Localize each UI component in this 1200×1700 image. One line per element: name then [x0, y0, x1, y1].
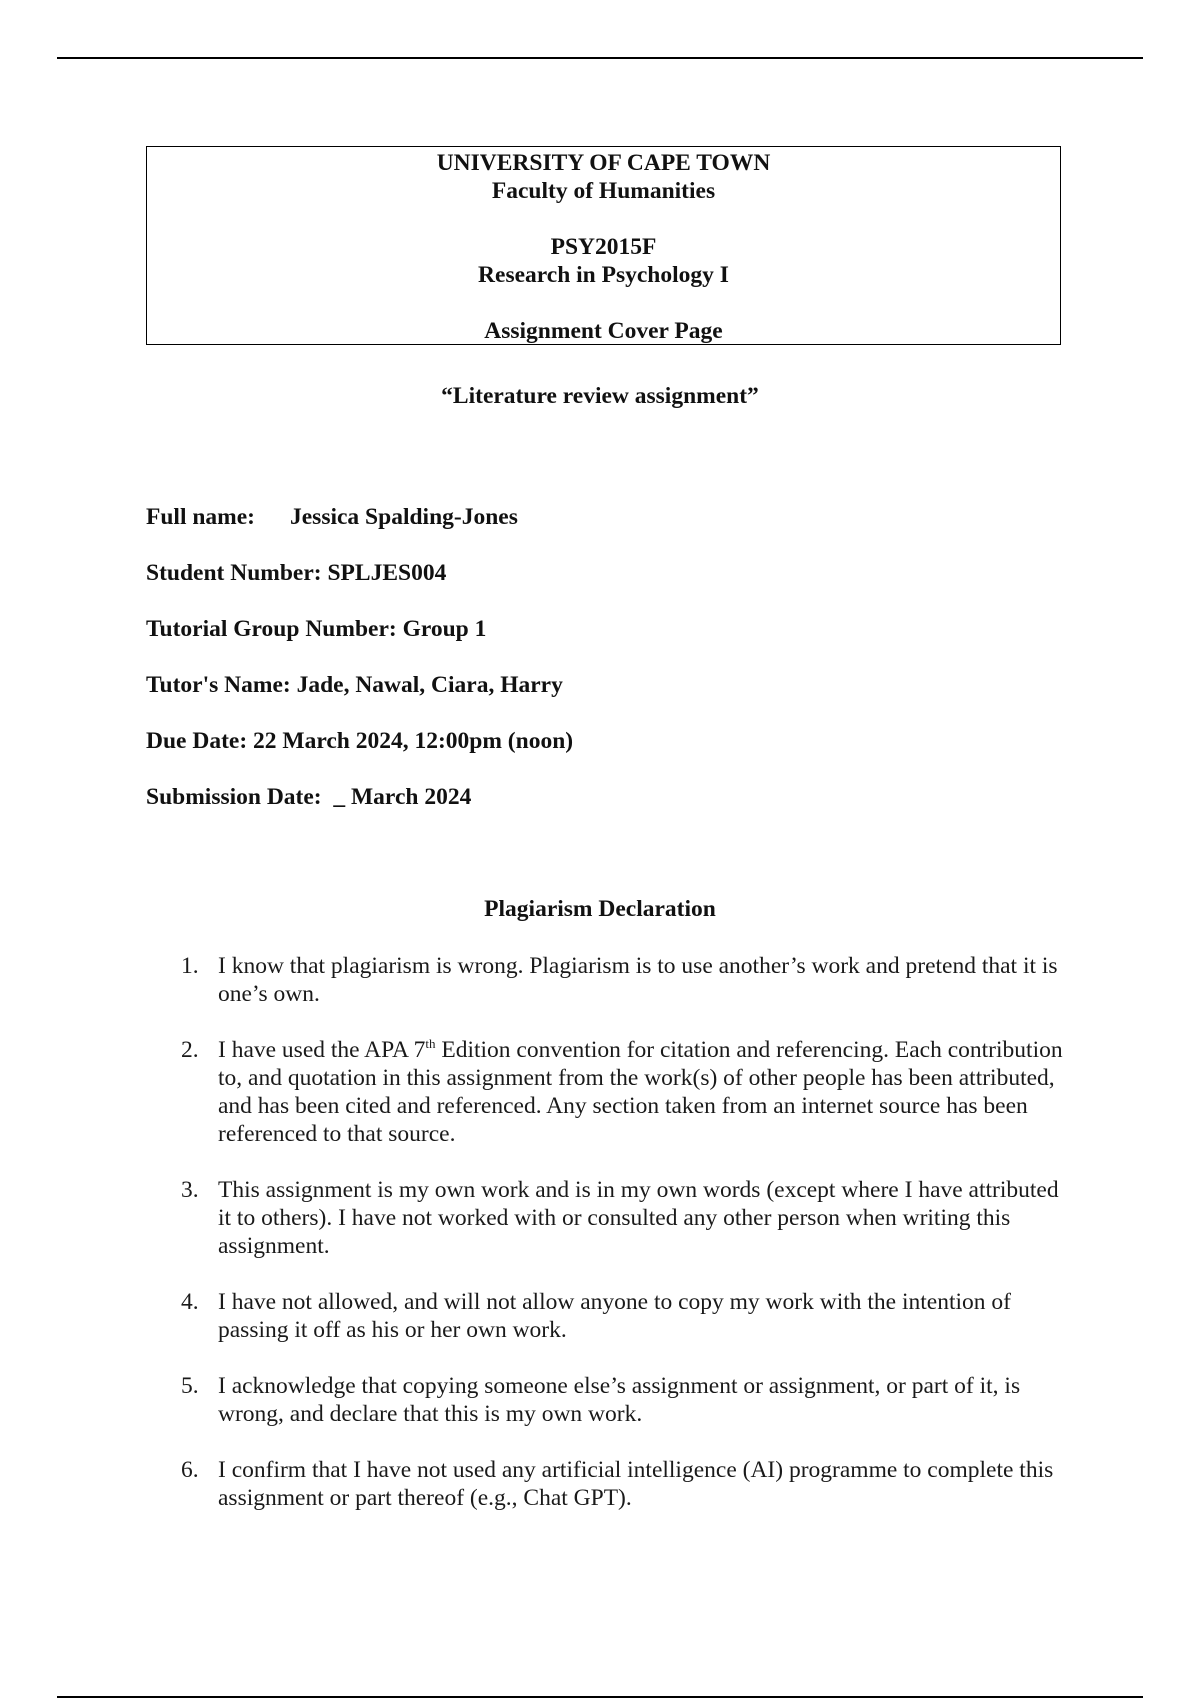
course-code: PSY2015F: [550, 234, 657, 260]
submission-date: Submission Date: _ March 2024: [146, 784, 472, 810]
student-details: [146, 503, 573, 839]
declaration-list: [146, 952, 1066, 1540]
item-number: 1.: [181, 953, 199, 979]
top-rule: [57, 57, 1143, 59]
declaration-item: [146, 1456, 1066, 1512]
tutor-name: Tutor's Name: Jade, Nawal, Ciara, Harry: [146, 672, 563, 698]
course-header-box: [146, 146, 1061, 345]
full-name-value: Jessica Spalding-Jones: [290, 504, 518, 530]
item-text-end: Edition convention for citation and referencing. Each contribution to, and quotation in this assignment from the work(s) of other people has been attributed, and has been cited and referenced. Any section taken from an internet source has been referenced to that source.: [218, 1037, 1063, 1147]
item-number: 4.: [181, 1289, 199, 1315]
item-text: I have not allowed, and will not allow anyone to copy my work with the intention of passing it off as his or her own work.: [218, 1289, 1011, 1343]
item-number: 6.: [181, 1457, 199, 1483]
page-type-title: Assignment Cover Page: [484, 318, 723, 344]
header-spacer: [147, 289, 1060, 317]
full-name-label: Full name:: [146, 504, 256, 530]
assignment-title: “Literature review assignment”: [441, 383, 759, 409]
declaration-item: [146, 1372, 1066, 1428]
item-text: I know that plagiarism is wrong. Plagiarism is to use another’s work and pretend that it is one’s own.: [218, 953, 1058, 1007]
declaration-item: [146, 1036, 1066, 1148]
faculty-name: Faculty of Humanities: [491, 178, 716, 204]
item-text: I acknowledge that copying someone else’s assignment or assignment, or part of it, is wrong, and declare that this is my own work.: [218, 1373, 1021, 1427]
item-text: [218, 1037, 1063, 1147]
declaration-item: [146, 952, 1066, 1008]
item-number: 3.: [181, 1177, 199, 1203]
full-name-row: [146, 503, 573, 531]
item-number: 2.: [181, 1037, 199, 1063]
ordinal-superscript: th: [425, 1036, 436, 1051]
university-name: UNIVERSITY OF CAPE TOWN: [436, 150, 771, 176]
course-name: Research in Psychology I: [478, 262, 729, 288]
due-date: Due Date: 22 March 2024, 12:00pm (noon): [146, 728, 574, 754]
declaration-heading: Plagiarism Declaration: [484, 896, 716, 922]
item-text-start: I have used the APA 7: [218, 1037, 426, 1063]
header-spacer: [147, 205, 1060, 233]
item-text: I confirm that I have not used any artificial intelligence (AI) programme to complete this assignment or part thereof (e.g., Chat GPT).: [218, 1457, 1054, 1511]
declaration-item: [146, 1176, 1066, 1260]
declaration-item: [146, 1288, 1066, 1344]
item-text: This assignment is my own work and is in my own words (except where I have attributed it to others). I have not worked with or consulted any other person when writing this assignment.: [218, 1177, 1059, 1259]
student-number: Student Number: SPLJES004: [146, 560, 447, 586]
tutorial-group: Tutorial Group Number: Group 1: [146, 616, 487, 642]
item-number: 5.: [181, 1373, 199, 1399]
bottom-rule: [57, 1696, 1143, 1698]
